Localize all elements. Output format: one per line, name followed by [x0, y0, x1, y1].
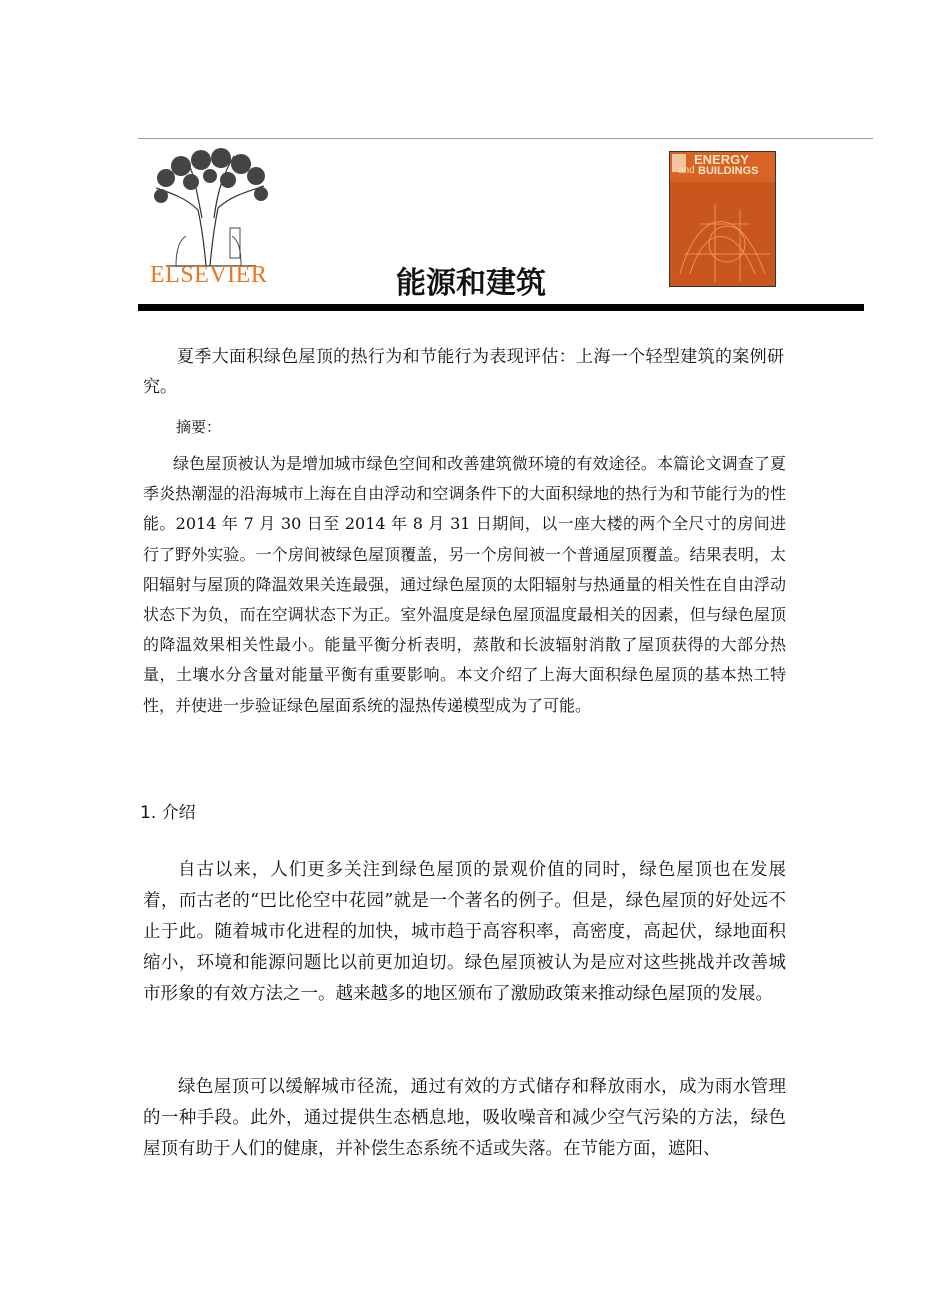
cover-art-icon: [670, 194, 775, 286]
cover-subtitle-lines: [676, 183, 772, 193]
publisher-name: ELSEVIER: [150, 262, 268, 288]
abstract-text: 绿色屋顶被认为是增加城市绿色空间和改善建筑微环境的有效途径。本篇论文调查了夏季炎热潮湿的沿海城市上海在自由浮动和空调条件下的大面积绿地的热行为和节能行为的性能。2014 年 7 月 30 日至 2014 年 8 月 31 日期间，以一座大楼的两个全尺寸的房间进行了野外实验。一个房间被绿色屋顶覆盖，另一个房间被一个普通屋顶覆盖。结果表明，太阳辐射与屋顶的降温效果关连最强，通过绿色屋顶的太阳辐射与热通量的相关性在自由浮动状态下为负，而在空调状态下为正。室外温度是绿色屋顶温度最相关的因素，但与绿色屋顶的降温效果相关性最小。能量平衡分析表明，蒸散和长波辐射消散了屋顶获得的大部分热量，土壤水分含量对能量平衡有重要影响。本文介绍了上海大面积绿色屋顶的基本热工特性，并使进一步验证绿色屋面系统的湿热传递模型成为了可能。: [143, 454, 786, 715]
cover-title-and: and: [678, 165, 695, 176]
header-divider: [138, 304, 864, 311]
abstract-label: 摘要：: [176, 418, 222, 436]
journal-cover: [669, 151, 776, 287]
tree-icon: [146, 148, 274, 268]
section-heading: 1. 介绍: [140, 803, 196, 823]
intro-paragraph: 绿色屋顶可以缓解城市径流，通过有效的方式储存和释放雨水，成为雨水管理的一种手段。此外，通过提供生态栖息地，吸收噪音和减少空气污染的方法，绿色屋顶有助于人们的健康，并补偿生态系统不适或失落。在节能方面，遮阳、: [143, 1077, 786, 1159]
intro-paragraph: 自古以来，人们更多关注到绿色屋顶的景观价值的同时，绿色屋顶也在发展着，而古老的“巴比伦空中花园”就是一个著名的例子。但是，绿色屋顶的好处远不止于此。随着城市化进程的加快，城市趋于高容积率，高密度，高起伏，绿地面积缩小，环境和能源问题比以前更加迫切。绿色屋顶被认为是应对这些挑战并改善城市形象的有效方法之一。越来越多的地区颁布了激励政策来推动绿色屋顶的发展。: [143, 860, 786, 1004]
journal-title: 能源和建筑: [396, 266, 546, 301]
article-title: 夏季大面积绿色屋顶的热行为和节能行为表现评估：上海一个轻型建筑的案例研究。: [143, 347, 784, 397]
cover-title-buildings: BUILDINGS: [698, 165, 759, 177]
header-top-rule: [138, 138, 873, 139]
cover-title-energy: ENERGY: [694, 152, 749, 167]
